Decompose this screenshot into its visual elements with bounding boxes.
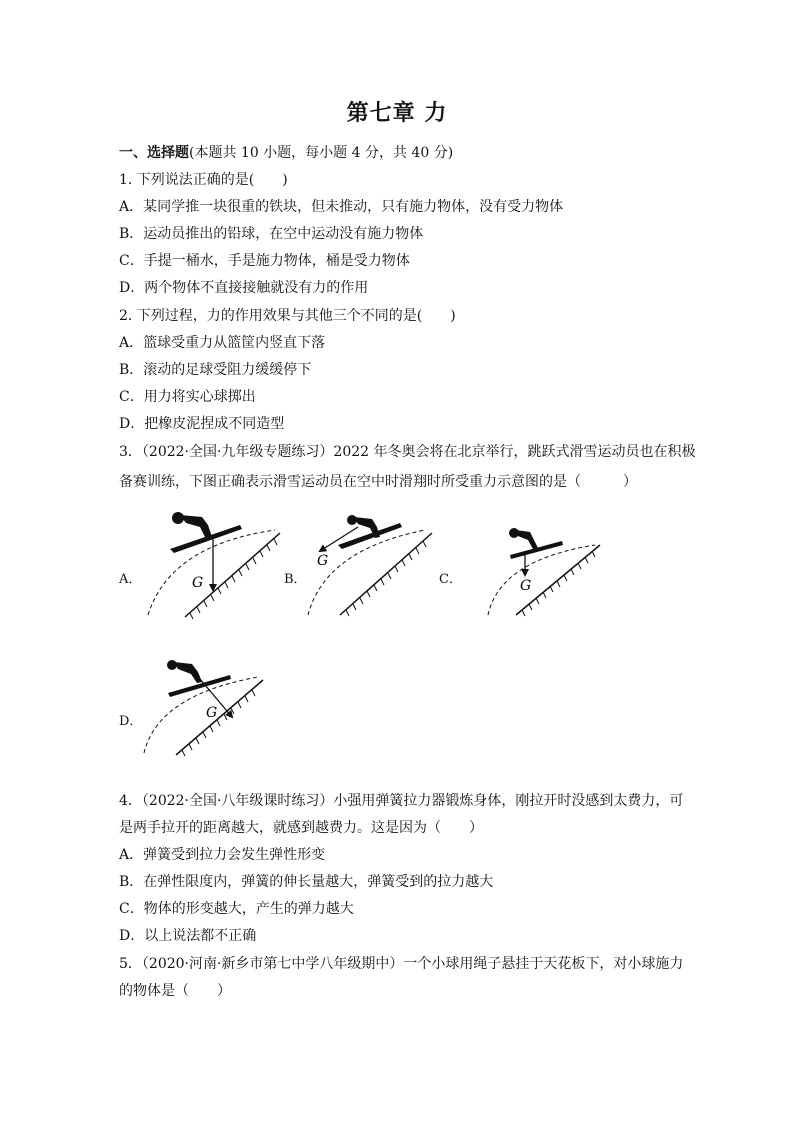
q1-option-a: A．某同学推一块很重的铁块，但未推动，只有施力物体，没有受力物体	[119, 199, 564, 215]
q3-stem-line2: 备赛训练，下图正确表示滑雪运动员在空中时滑翔时所受重力示意图的是（ ）	[119, 474, 637, 490]
q3-stem-line1: 3．（2022·全国·九年级专题练习）2022 年冬奥会将在北京举行，跳跃式滑雪运动员也在积极	[119, 444, 696, 460]
q2-option-c: C．用力将实心球掷出	[119, 389, 256, 405]
q3-figure-d	[138, 655, 273, 760]
q2-option-d: D．把橡皮泥捏成不同造型	[119, 416, 285, 432]
q3-figure-b-label: B．	[284, 572, 307, 587]
trajectory-dashed	[144, 677, 258, 753]
q3-figure-a-label: A．	[119, 572, 142, 587]
slope-hatching	[182, 690, 255, 756]
q4-option-a: A．弹簧受到拉力会发生弹性形变	[119, 847, 326, 863]
q4-option-c: C．物体的形变越大，产生的弹力越大	[119, 901, 354, 917]
slope-hatching	[346, 541, 426, 616]
q4-option-b: B．在弹性限度内，弹簧的伸长量越大，弹簧受到的拉力越大	[119, 874, 494, 890]
trajectory-dashed	[488, 545, 595, 615]
gravity-arrow	[320, 527, 358, 551]
section-header	[119, 143, 689, 163]
q1-stem: 1. 下列说法正确的是( )	[119, 172, 288, 188]
trajectory-dashed	[148, 530, 275, 615]
q1-option-d: D．两个物体不直接接触就没有力的作用	[119, 280, 369, 296]
skier-icon	[338, 515, 402, 549]
q2-option-b: B．滚动的足球受阻力缓缓停下	[119, 362, 312, 378]
q2-option-a: A．篮球受重力从篮筐内竖直下落	[119, 335, 326, 351]
section-note: (本题共 10 小题，每小题 4 分，共 40 分)	[189, 145, 454, 161]
section-heading: 一、选择题	[119, 145, 189, 161]
q3-figure-b	[300, 505, 440, 625]
trajectory-dashed	[308, 530, 425, 615]
q5-stem-line1: 5．（2020·河南·新乡市第七中学八年级期中）一个小球用绳子悬挂于天花板下，对小球施力	[119, 956, 684, 972]
q3-figure-d-label: D．	[119, 714, 143, 729]
q4-stem-line2: 是两手拉开的距离越大，就感到越费力。这是因为（ ）	[119, 820, 483, 836]
q1-option-b: B．运动员推出的铅球，在空中运动没有施力物体	[119, 226, 424, 242]
q5-stem-line2: 的物体是（ ）	[119, 983, 231, 999]
q3-figure-a	[140, 505, 290, 625]
skier-icon	[170, 512, 242, 553]
slope-hatching	[522, 551, 595, 616]
q3-figure-c-label: C．	[439, 572, 462, 587]
gravity-symbol: G	[192, 575, 204, 591]
gravity-symbol: G	[520, 578, 532, 594]
chapter-title: 第七章 力	[346, 100, 448, 126]
q2-stem: 2. 下列过程，力的作用效果与其他三个不同的是( )	[119, 308, 456, 324]
gravity-symbol: G	[317, 553, 329, 569]
q4-option-d: D．以上说法都不正确	[119, 928, 257, 944]
skier-icon	[167, 660, 231, 697]
q1-option-c: C．手提一桶水，手是施力物体，桶是受力物体	[119, 253, 410, 269]
q4-stem-line1: 4．（2022·全国·八年级课时练习）小强用弹簧拉力器锻炼身体，刚拉开时没感到太费力，可	[119, 793, 684, 809]
slope-line	[340, 533, 432, 615]
q3-figure-c	[480, 515, 610, 625]
gravity-symbol: G	[206, 705, 218, 721]
